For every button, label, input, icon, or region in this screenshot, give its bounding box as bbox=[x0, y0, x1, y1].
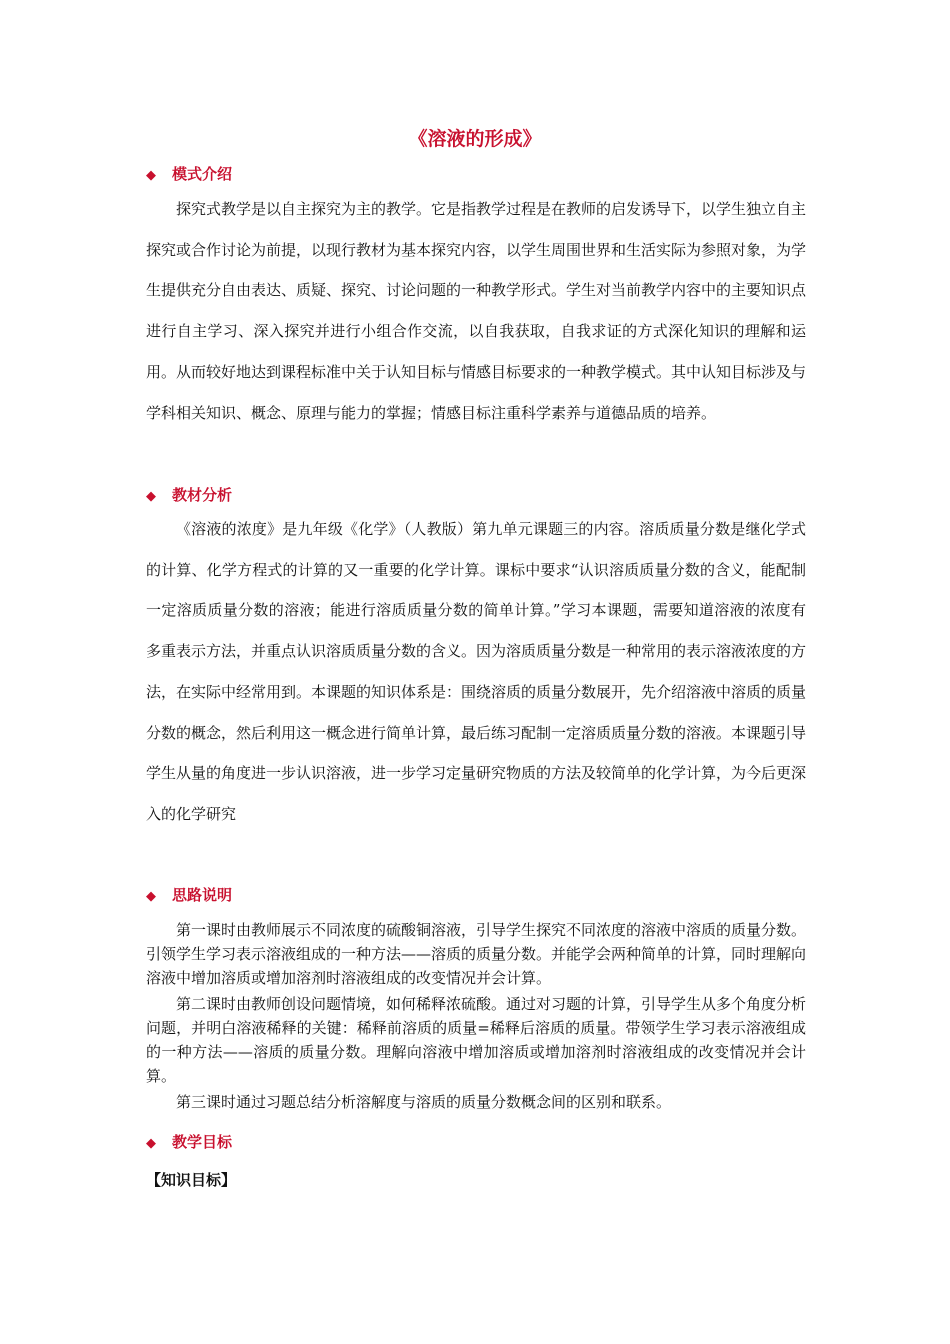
knowledge-goal-label: 【知识目标】 bbox=[146, 1171, 237, 1189]
idea-paragraph-3: 第三课时通过习题总结分析溶解度与溶质的质量分数概念间的区别和联系。 bbox=[176, 1093, 672, 1111]
material-paragraph: 《溶液的浓度》是九年级《化学》（人教版）第九单元课题三的内容。溶质质量分数是继化学式的计算、化学方程式的计算的又一重要的化学计算。课标中要求“认识溶质质量分数的含义，能配制一定溶质质量分数的溶液；能进行溶质质量分数的简单计算。”学习本课题，需要知道溶液的浓度有多重表示方法，并重点认识溶质质量分数的含义。因为溶质质量分数是一种常用的表示溶液浓度的方法，在实际中经常用到。本课题的知识体系是：围绕溶质的质量分数展开，先介绍溶液中溶质的质量分数的概念，然后利用这一概念进行简单计算，最后练习配制一定溶质质量分数的溶液。本课题引导学生从量的角度进一步认识溶液，进一步学习定量研究物质的方法及较简单的化学计算，为今后更深入的化学研究 bbox=[146, 520, 807, 823]
diamond-bullet-icon: ◆ bbox=[146, 889, 156, 904]
diamond-bullet-icon: ◆ bbox=[146, 1136, 156, 1151]
section-heading-goal bbox=[146, 1131, 232, 1152]
idea-paragraph-2: 第二课时由教师创设问题情境，如何稀释浓硫酸。通过对习题的计算，引导学生从多个角度分析问题，并明白溶液稀释的关键：稀释前溶质的质量=稀释后溶质的质量。带领学生学习表示溶液组成的一种方法——溶质的质量分数。理解向溶液中增加溶质或增加溶剂时溶液组成的改变情况并会计算。 bbox=[146, 995, 807, 1085]
mode-paragraph: 探究式教学是以自主探究为主的教学。它是指教学过程是在教师的启发诱导下，以学生独立自主探究或合作讨论为前提，以现行教材为基本探究内容，以学生周围世界和生活实际为参照对象，为学生提供充分自由表达、质疑、探究、讨论问题的一种教学形式。学生对当前教学内容中的主要知识点进行自主学习、深入探究并进行小组合作交流，以自我获取，自我求证的方式深化知识的理解和运用。从而较好地达到课程标准中关于认知目标与情感目标要求的一种教学模式。其中认知目标涉及与学科相关知识、概念、原理与能力的掌握；情感目标注重科学素养与道德品质的培养。 bbox=[146, 200, 807, 422]
section-heading-label: 思路说明 bbox=[172, 886, 233, 904]
section-heading-material bbox=[146, 484, 232, 505]
document-title: 《溶液的形成》 bbox=[408, 128, 542, 150]
diamond-bullet-icon: ◆ bbox=[146, 168, 156, 183]
section-heading-label: 模式介绍 bbox=[172, 165, 233, 183]
section-heading-label: 教学目标 bbox=[172, 1133, 233, 1151]
section-heading-mode bbox=[146, 163, 232, 184]
diamond-bullet-icon: ◆ bbox=[146, 489, 156, 504]
section-heading-idea bbox=[146, 884, 232, 905]
section-heading-label: 教材分析 bbox=[172, 486, 233, 504]
idea-paragraph-1: 第一课时由教师展示不同浓度的硫酸铜溶液，引导学生探究不同浓度的溶液中溶质的质量分数。引领学生学习表示溶液组成的一种方法——溶质的质量分数。并能学会两种简单的计算，同时理解向溶液中增加溶质或增加溶剂时溶液组成的改变情况并会计算。 bbox=[146, 921, 807, 987]
